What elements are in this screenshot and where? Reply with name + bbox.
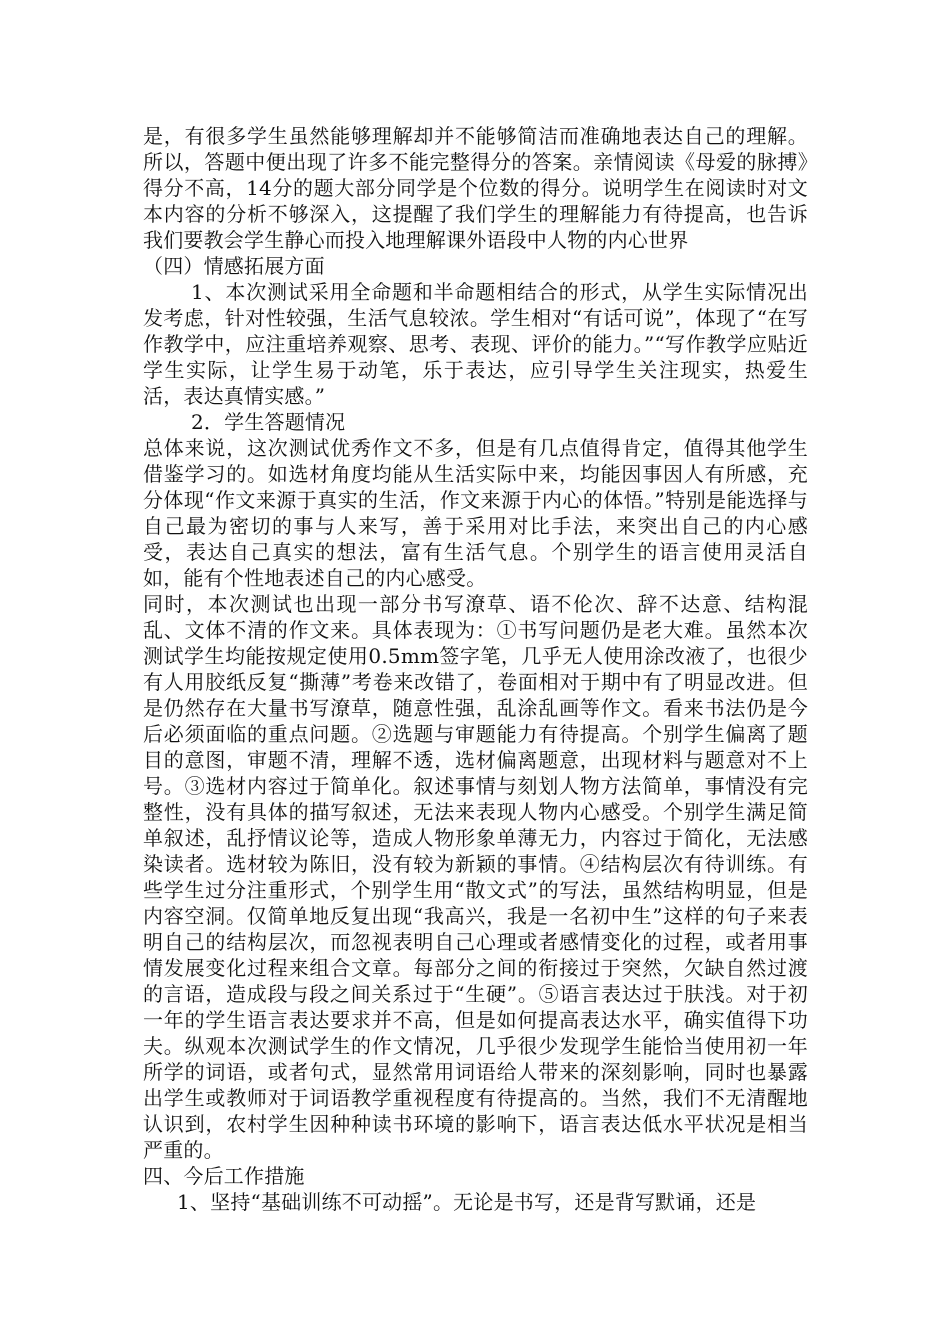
paragraph-reading-analysis: 是，有很多学生虽然能够理解却并不能够简洁而准确地表达自己的理解。所以，答题中便出现了许多不能完整得分的答案。亲情阅读《母爱的脉搏》得分不高，14分的题大部分同学是个位数的得分。说明学生在阅读时对文本内容的分析不够深入，这提醒了我们学生的理解能力有待提高，也告诉我们要教会学生静心而投入地理解课外语段中人物的内心世界 (143, 124, 808, 252)
body-text (143, 123, 808, 1215)
paragraph-measure-1: 1、坚持“基础训练不可动摇”。无论是书写，还是背写默诵，还是 (177, 1190, 757, 1214)
subheading-student-answers: 2．学生答题情况 (191, 410, 346, 434)
paragraph-overall-summary: 总体来说，这次测试优秀作文不多，但是有几点值得肯定，值得其他学生借鉴学习的。如选材角度均能从生活实际中来，均能因事因人有所感，充分体现“作文来源于真实的生活，作文来源于内心的体悟。”特别是能选择与自己最为密切的事与人来写，善于采用对比手法，来突出自己的内心感受，表达自己真实的想法，富有生活气息。个别学生的语言使用灵活自如，能有个性地表述自己的内心感受。 (143, 436, 808, 590)
paragraph-test-format: 1、本次测试采用全命题和半命题相结合的形式，从学生实际情况出发考虑，针对性较强，生活气息较浓。学生相对“有话可说”，体现了“在写作教学中，应注重培养观察、思考、表现、评价的能力。”“写作教学应贴近学生实际，让学生易于动笔，乐于表达，应引导学生关注现实，热爱生活，表达真情实感。” (143, 280, 808, 408)
paragraph-problems: 同时，本次测试也出现一部分书写潦草、语不伦次、辞不达意、结构混乱、文体不清的作文来。具体表现为：①书写问题仍是老大难。虽然本次测试学生均能按规定使用0.5mm签字笔，几乎无人使用涂改液了，也很少有人用胶纸反复“撕薄”考卷来改错了，卷面相对于期中有了明显改进。但是仍然存在大量书写潦草，随意性强，乱涂乱画等作文。看来书法仍是今后必须面临的重点问题。②选题与审题能力有待提高。个别学生偏离了题目的意图，审题不清，理解不透，选材偏离题意，出现材料与题意对不上号。③选材内容过于简单化。叙述事情与刻划人物方法简单，事情没有完整性，没有具体的描写叙述，无法来表现人物内心感受。个别学生满足简单叙述，乱抒情议论等，造成人物形象单薄无力，内容过于简化，无法感染读者。选材较为陈旧，没有较为新颖的事情。④结构层次有待训练。有些学生过分注重形式，个别学生用“散文式”的写法，虽然结构明显，但是内容空洞。仅简单地反复出现“我高兴，我是一名初中生”这样的句子来表明自己的结构层次，而忽视表明自己心理或者感情变化的过程，或者用事情发展变化过程来组合文章。每部分之间的衔接过于突然，欠缺自然过渡的言语，造成段与段之间关系过于“生硬”。⑤语言表达过于肤浅。对于初一年的学生语言表达要求并不高，但是如何提高表达水平，确实值得下功夫。纵观本次测试学生的作文情况，几乎很少发现学生能恰当使用初一年所学的词语，或者句式，显然常用词语给人带来的深刻影响，同时也暴露出学生或教师对于词语教学重视程度有待提高的。当然，我们不无清醒地认识到，农村学生因种种读书环境的影响下，语言表达低水平状况是相当严重的。 (143, 592, 808, 1162)
section-heading-measures: 四、今后工作措施 (143, 1164, 305, 1188)
section-heading-emotion: （四）情感拓展方面 (143, 254, 325, 278)
